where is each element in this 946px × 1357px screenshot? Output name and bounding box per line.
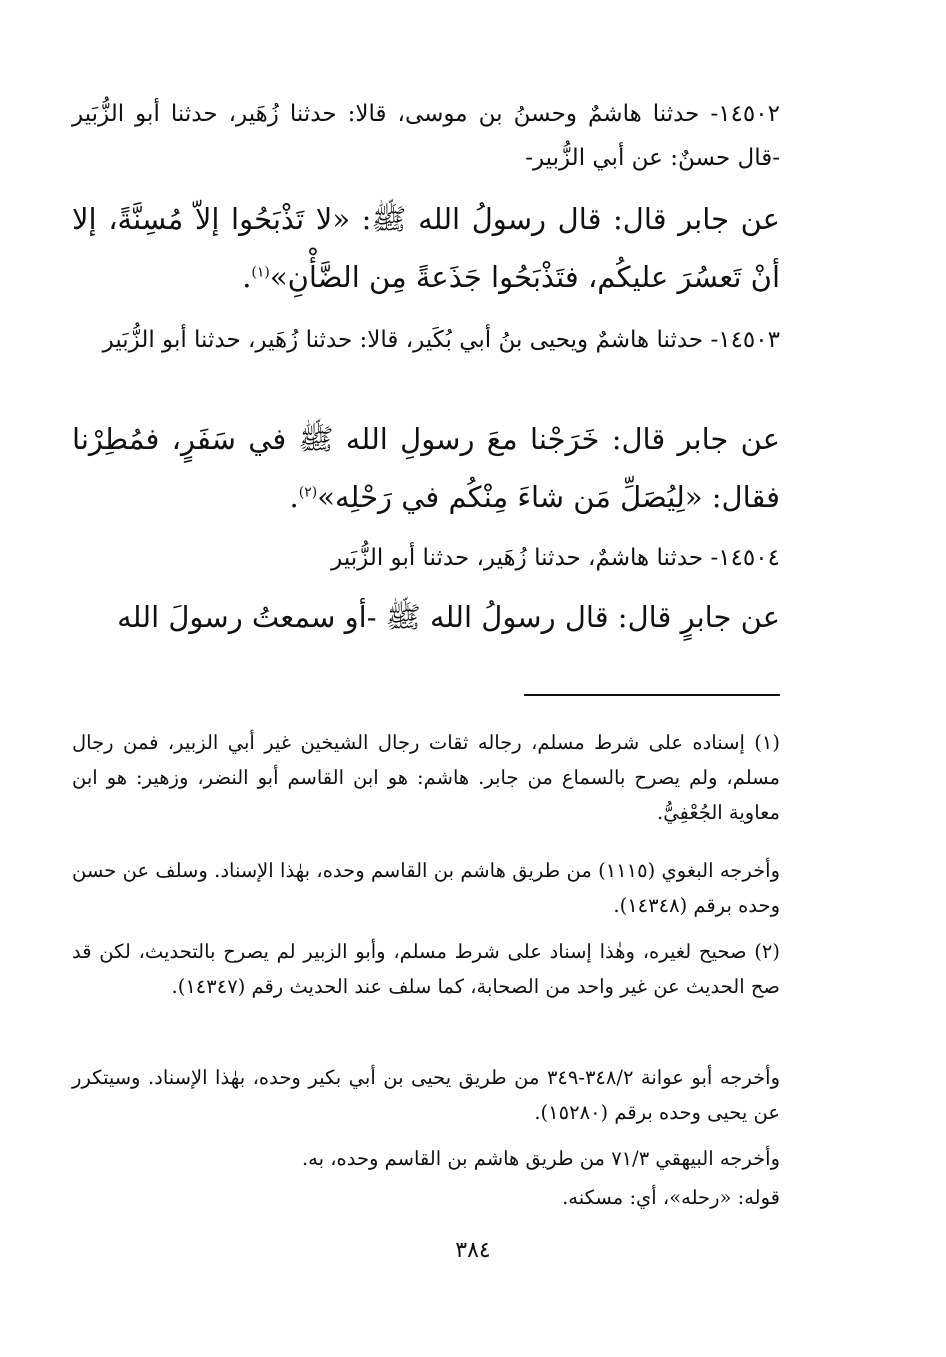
footnote	[72, 725, 780, 830]
hadith-matn-end: .	[242, 260, 252, 294]
hadith-matn	[72, 410, 780, 526]
footnote-text: وأخرجه البيهقي ٧١/٣ من طريق هاشم بن القاسم وحده، به.	[301, 1147, 780, 1170]
hadith-matn-text: عن جابرٍ قال: قال رسولُ الله ﷺ -أو سمعتُ رسولَ الله	[117, 600, 780, 634]
hadith-matn	[72, 190, 780, 306]
page-number: ٣٨٤	[455, 1238, 491, 1263]
hadith-matn	[72, 588, 780, 646]
footnote	[72, 1180, 780, 1215]
footnote-ref: (١)	[251, 264, 270, 281]
footnote-text: قوله: «رحله»، أي: مسكنه.	[562, 1186, 780, 1209]
footnote-separator	[524, 694, 780, 696]
hadith-isnad	[72, 92, 780, 180]
footnote-text: (١) إسناده على شرط مسلم، رجاله ثقات رجال الشيخين غير أبي الزبير، فمن رجال مسلم، ولم يصرح بالسماع من جابر. هاشم: هو ابن القاسم أبو النضر، وزهير: هو ابن معاوية الجُعْفِيُّ.	[72, 731, 780, 824]
hadith-isnad	[72, 536, 780, 580]
footnote	[72, 1060, 780, 1130]
hadith-matn-text: عن جابر قال: قال رسولُ الله ﷺ: «لا تَذْبَحُوا إلاّ مُسِنَّةً، إلا أنْ تَعسُرَ عليكُم، فتَذْبَحُوا جَذَعةً مِن الضَّأْنِ»	[72, 202, 780, 294]
hadith-matn-text: عن جابر قال: خَرَجْنا معَ رسولِ الله ﷺ في سَفَرٍ، فمُطِرْنا فقال: «لِيُصَلِّ مَن شاءَ مِنْكُم في رَحْلِه»	[72, 422, 780, 514]
footnote	[72, 853, 780, 923]
footnote-text: وأخرجه البغوي (١١١٥) من طريق هاشم بن القاسم وحده، بهٰذا الإسناد. وسلف عن حسن وحده برقم (١٤٣٤٨).	[72, 859, 780, 917]
footnote-ref: (٢)	[298, 484, 318, 501]
hadith-isnad-text: ١٤٥٠٢- حدثنا هاشمٌ وحسنُ بن موسى، قالا: حدثنا زُهَير، حدثنا أبو الزُّبَير -قال حسنٌ: عن أبي الزُّبير-	[72, 101, 780, 171]
hadith-matn-end: .	[289, 480, 299, 514]
footnote-text: (٢) صحيح لغيره، وهٰذا إسناد على شرط مسلم، وأبو الزبير لم يصرح بالتحديث، لكن قد صح الحديث عن غير واحد من الصحابة، كما سلف عند الحديث رقم (١٤٣٤٧).	[72, 940, 780, 998]
footnote	[72, 934, 780, 1004]
hadith-isnad	[72, 318, 780, 362]
hadith-isnad-text: ١٤٥٠٣- حدثنا هاشمٌ ويحيى بنُ أبي بُكَير، قالا: حدثنا زُهَير، حدثنا أبو الزُّبَير	[102, 327, 780, 353]
footnote-text: وأخرجه أبو عوانة ٣٤٨/٢-٣٤٩ من طريق يحيى بن أبي بكير وحده، بهٰذا الإسناد. وسيتكرر عن يحيى وحده برقم (١٥٢٨٠).	[72, 1066, 780, 1124]
hadith-isnad-text: ١٤٥٠٤- حدثنا هاشمٌ، حدثنا زُهَير، حدثنا أبو الزُّبَير	[331, 545, 780, 571]
footnote	[72, 1141, 780, 1176]
